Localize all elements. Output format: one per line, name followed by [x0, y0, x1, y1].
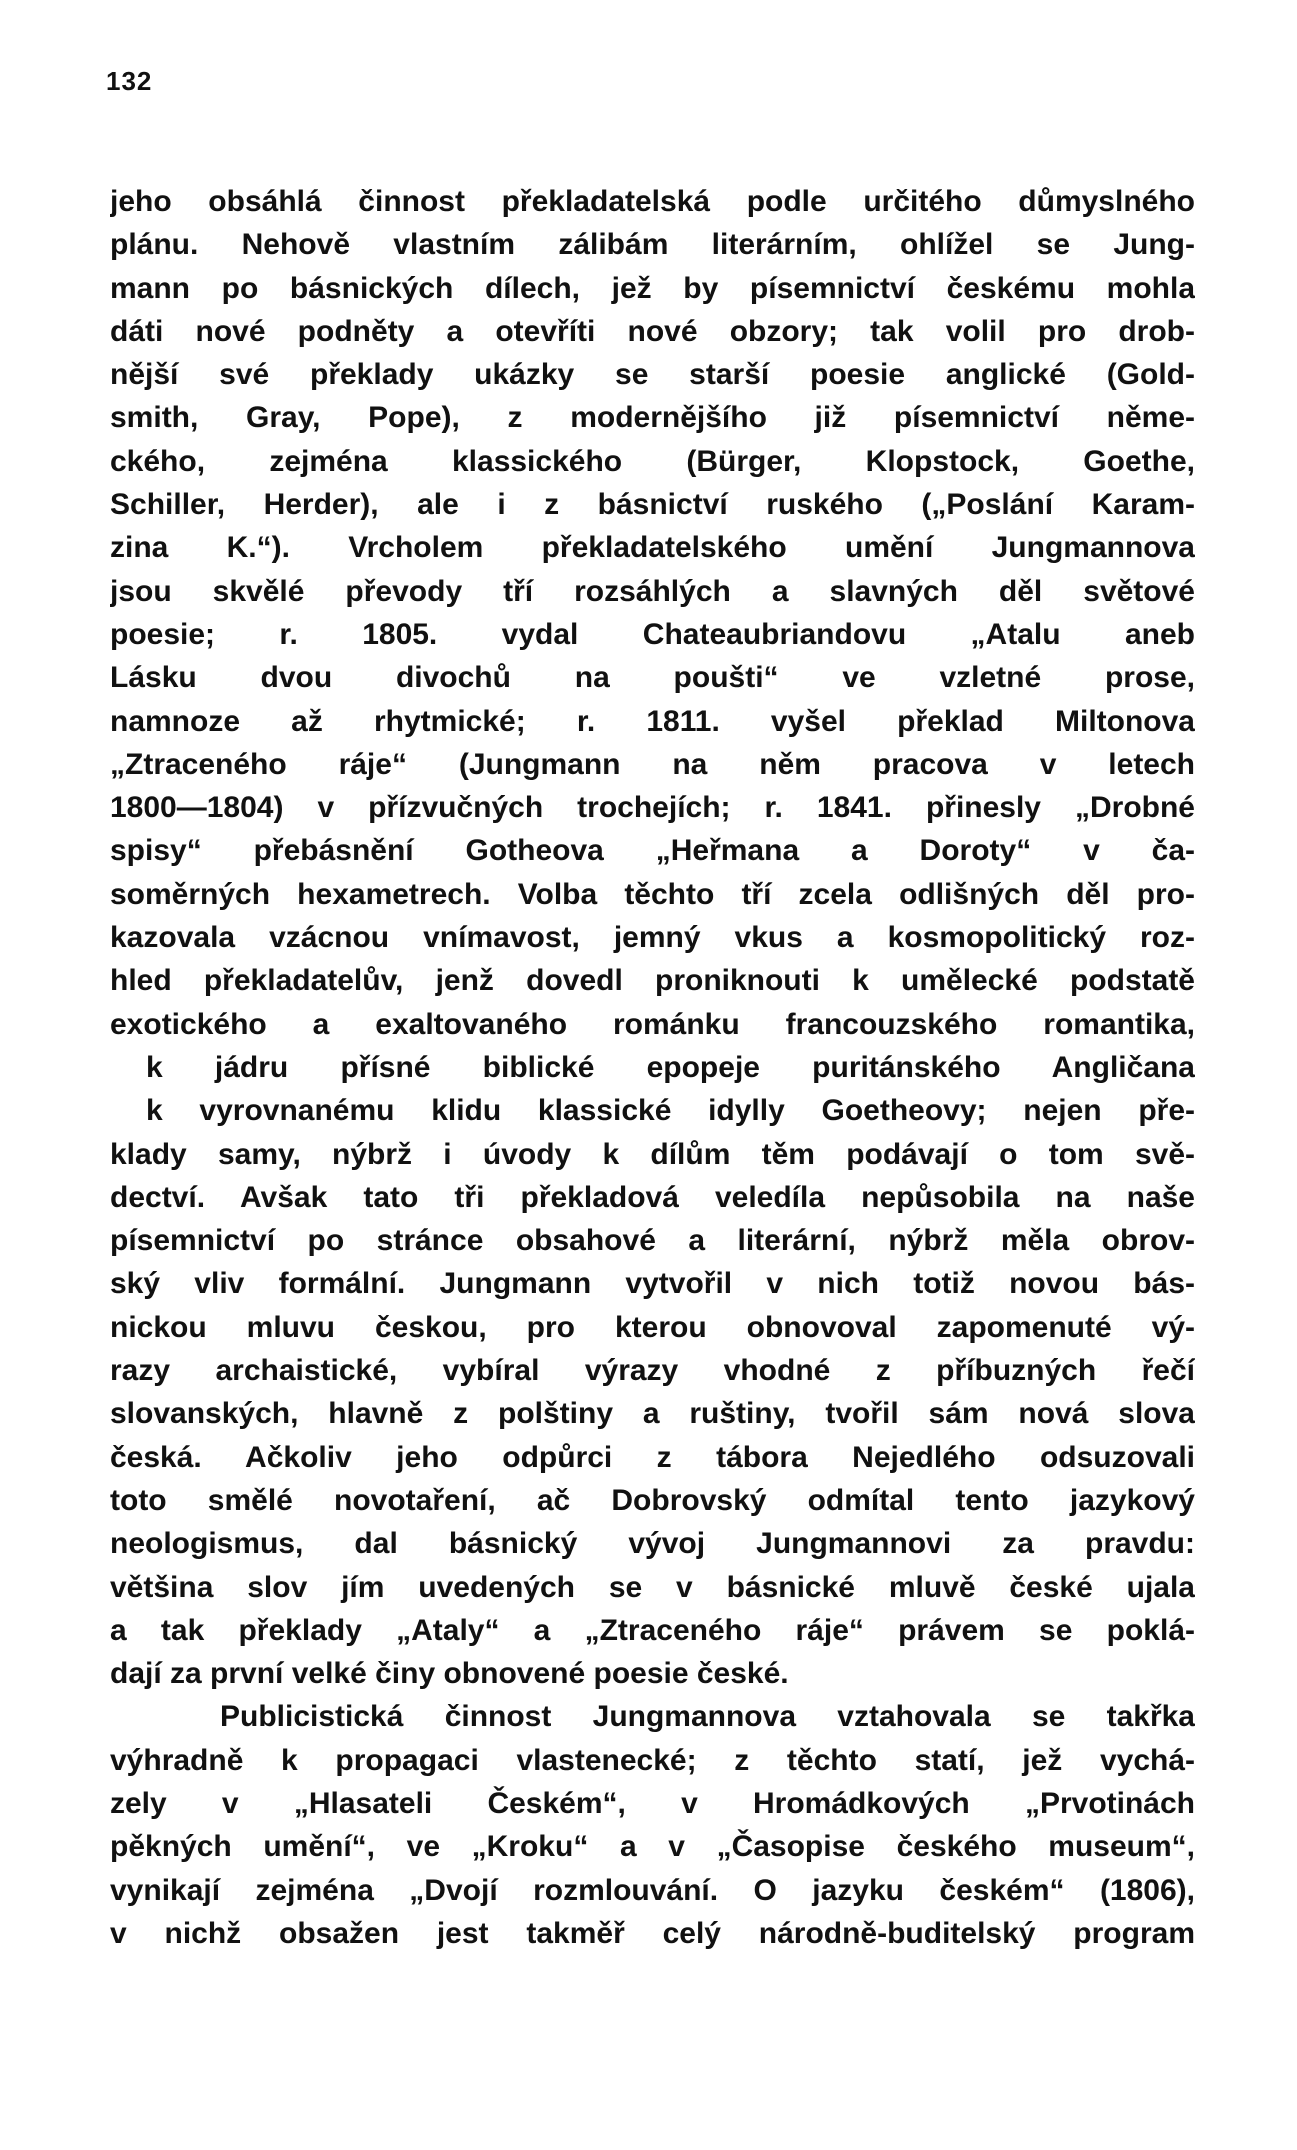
text-line: dáti nové podněty a otevříti nové obzory; tak volil pro drob-: [110, 314, 1195, 348]
text-line: mann po básnických dílech, jež by písemnictví českému mohla: [110, 271, 1195, 305]
text-line: namnoze až rhytmické; r. 1811. vyšel překlad Miltonova: [110, 704, 1195, 738]
text-line: písemnictví po stránce obsahové a literární, nýbrž měla obrov-: [110, 1224, 1195, 1258]
text-line: spisy“ přebásnění Gotheova „Heřmana a Doroty“ v ča-: [110, 834, 1195, 868]
text-line: kazovala vzácnou vnímavost, jemný vkus a kosmopolitický roz-: [110, 921, 1195, 955]
text-line: Lásku dvou divochů na poušti“ ve vzletné prose,: [110, 661, 1195, 695]
text-line: neologismus, dal básnický vývoj Jungmannovi za pravdu:: [110, 1527, 1195, 1561]
text-line: „Ztraceného ráje“ (Jungmann na něm pracova v letech: [110, 747, 1195, 781]
text-line: soměrných hexametrech. Volba těchto tří zcela odlišných děl pro-: [110, 877, 1195, 911]
text-line: vynikají zejména „Dvojí rozmlouvání. O jazyku českém“ (1806),: [110, 1873, 1195, 1907]
text-line: v nichž obsažen jest takměř celý národně-buditelský program: [110, 1916, 1195, 1950]
body-text: [110, 180, 1195, 1955]
text-line: výhradně k propagaci vlastenecké; z těchto statí, jež vychá-: [110, 1743, 1195, 1777]
text-line: poesie; r. 1805. vydal Chateaubriandovu „Atalu aneb: [110, 617, 1195, 651]
text-line: Publicistická činnost Jungmannova vztahovala se takřka: [220, 1700, 1195, 1734]
text-line: klady samy, nýbrž i úvody k dílům těm podávají o tom svě-: [110, 1137, 1195, 1171]
text-line: zina K.“). Vrcholem překladatelského umění Jungmannova: [110, 531, 1195, 565]
text-line: hled překladatelův, jenž dovedl proniknouti k umělecké podstatě: [110, 964, 1195, 998]
text-line: exotického a exaltovaného románku francouzského romantika,: [110, 1007, 1195, 1041]
text-line: smith, Gray, Pope), z modernějšího již písemnictví něme-: [110, 401, 1195, 435]
text-line: většina slov jím uvedených se v básnické mluvě české ujala: [110, 1570, 1195, 1604]
text-line: slovanských, hlavně z polštiny a ruštiny, tvořil sám nová slova: [110, 1397, 1195, 1431]
text-line: ský vliv formální. Jungmann vytvořil v nich totiž novou bás-: [110, 1267, 1195, 1301]
text-line: nickou mluvu českou, pro kterou obnovoval zapomenuté vý-: [110, 1310, 1195, 1344]
text-line: zely v „Hlasateli Českém“, v Hromádkových „Prvotinách: [110, 1786, 1195, 1820]
text-line: k jádru přísné biblické epopeje puritánského Angličana: [146, 1050, 1195, 1084]
text-line: Schiller, Herder), ale i z básnictví ruského („Poslání Karam-: [110, 488, 1195, 522]
text-line: jsou skvělé převody tří rozsáhlých a slavných děl světové: [110, 574, 1195, 608]
text-line: k vyrovnanému klidu klassické idylly Goetheovy; nejen pře-: [146, 1094, 1195, 1128]
text-line: plánu. Nehově vlastním zálibám literárním, ohlížel se Jung-: [110, 228, 1195, 262]
text-line: a tak překlady „Ataly“ a „Ztraceného ráje“ právem se poklá-: [110, 1613, 1195, 1647]
text-line: jeho obsáhlá činnost překladatelská podle určitého důmyslného: [110, 185, 1195, 218]
text-line: toto smělé novotaření, ač Dobrovský odmítal tento jazykový: [110, 1483, 1195, 1517]
text-line: razy archaistické, vybíral výrazy vhodné z příbuzných řečí: [110, 1354, 1195, 1388]
text-line: dectví. Avšak tato tři překladová veledíla nepůsobila na naše: [110, 1180, 1195, 1214]
text-line: pěkných umění“, ve „Kroku“ a v „Časopise českého museum“,: [110, 1830, 1195, 1864]
text-line: nější své překlady ukázky se starší poesie anglické (Gold-: [110, 358, 1195, 392]
page-number: 132: [106, 66, 153, 96]
text-line: ckého, zejména klassického (Bürger, Klopstock, Goethe,: [110, 444, 1195, 478]
text-line: česká. Ačkoliv jeho odpůrci z tábora Nejedlého odsuzovali: [110, 1440, 1195, 1474]
text-line: 1800—1804) v přízvučných trochejích; r. 1841. přinesly „Drobné: [110, 791, 1195, 825]
text-line: dají za první velké činy obnovené poesie české.: [110, 1657, 789, 1691]
